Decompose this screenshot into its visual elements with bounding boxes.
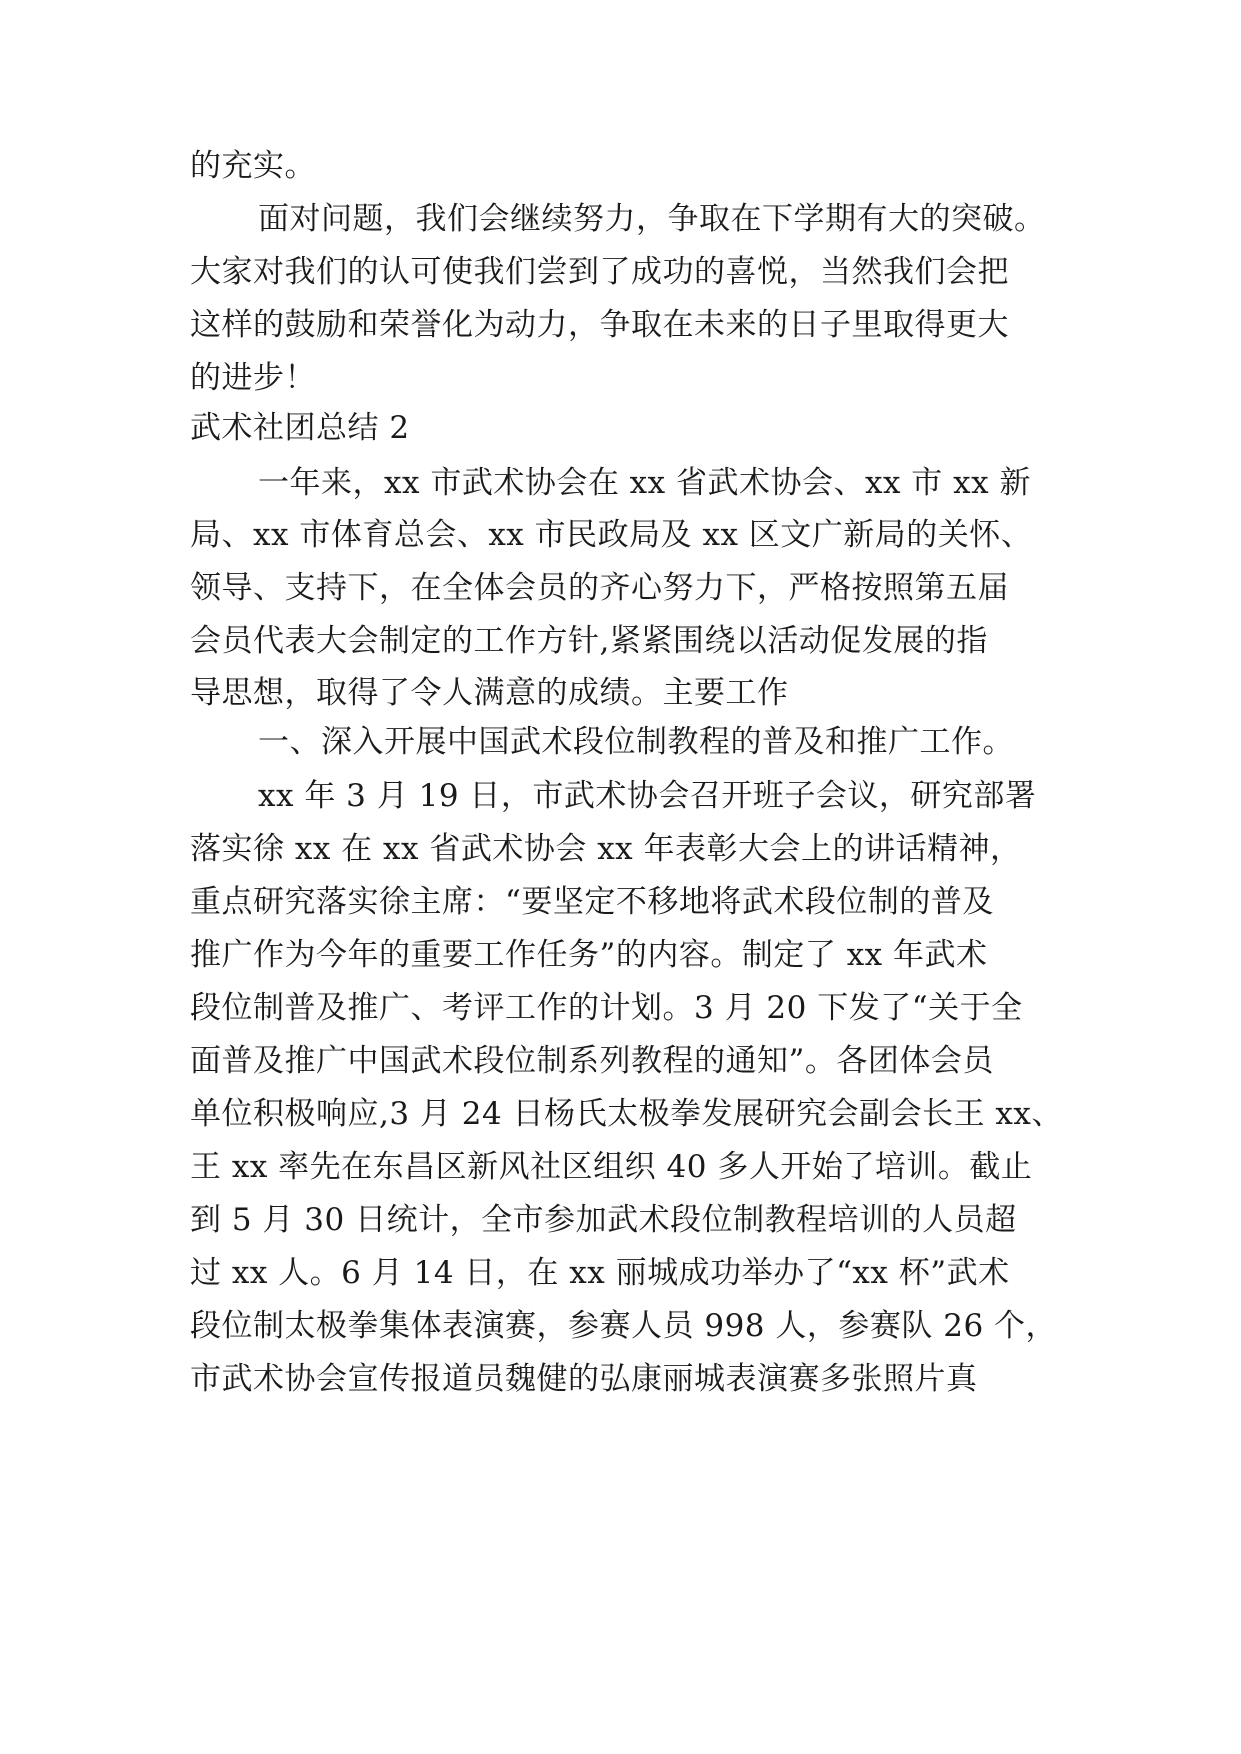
text-line: 段位制太极拳集体表演赛，参赛人员 998 人，参赛队 26 个， bbox=[190, 1308, 1058, 1344]
text-line: 单位积极响应,3 月 24 日杨氏太极拳发展研究会副会长王 xx、 bbox=[190, 1096, 1063, 1132]
paragraph-start: 一年来，xx 市武术协会在 xx 省武术协会、xx 市 xx 新 bbox=[258, 465, 1031, 501]
text-line: 面普及推广中国武术段位制系列教程的通知”。各团体会员 bbox=[190, 1043, 994, 1079]
text-line: 会员代表大会制定的工作方针,紧紧围绕以活动促发展的指 bbox=[190, 623, 988, 659]
text-line: 大家对我们的认可使我们尝到了成功的喜悦，当然我们会把 bbox=[190, 254, 1009, 290]
section-heading: 武术社团总结 2 bbox=[190, 410, 410, 446]
text-line: 过 xx 人。6 月 14 日，在 xx 丽城成功举办了“xx 杯”武术 bbox=[190, 1255, 1010, 1291]
text-line: 段位制普及推广、考评工作的计划。3 月 20 下发了“关于全 bbox=[190, 990, 1023, 1026]
text-line: 的进步！ bbox=[190, 360, 316, 396]
subsection-heading: 一、深入开展中国武术段位制教程的普及和推广工作。 bbox=[258, 724, 1014, 760]
text-line: 重点研究落实徐主席：“要坚定不移地将武术段位制的普及 bbox=[190, 884, 994, 920]
text-line: 推广作为今年的重要工作任务”的内容。制定了 xx 年武术 bbox=[190, 937, 988, 973]
paragraph-start: xx 年 3 月 19 日，市武术协会召开班子会议，研究部署 bbox=[258, 778, 1037, 814]
text-line: 落实徐 xx 在 xx 省武术协会 xx 年表彰大会上的讲话精神， bbox=[190, 831, 1022, 867]
text-line: 王 xx 率先在东昌区新风社区组织 40 多人开始了培训。截止 bbox=[190, 1149, 1033, 1185]
text-line: 市武术协会宣传报道员魏健的弘康丽城表演赛多张照片真 bbox=[190, 1361, 978, 1397]
text-line: 这样的鼓励和荣誉化为动力，争取在未来的日子里取得更大 bbox=[190, 307, 1009, 343]
text-line: 到 5 月 30 日统计，全市参加武术段位制教程培训的人员超 bbox=[190, 1202, 1017, 1238]
text-line: 领导、支持下，在全体会员的齐心努力下，严格按照第五届 bbox=[190, 570, 1009, 606]
text-line: 局、xx 市体育总会、xx 市民政局及 xx 区文广新局的关怀、 bbox=[190, 517, 1033, 553]
text-line: 的充实。 bbox=[190, 148, 316, 184]
paragraph-start: 面对问题，我们会继续努力，争取在下学期有大的突破。 bbox=[258, 201, 1046, 237]
text-line: 导思想，取得了令人满意的成绩。主要工作 bbox=[190, 675, 789, 711]
